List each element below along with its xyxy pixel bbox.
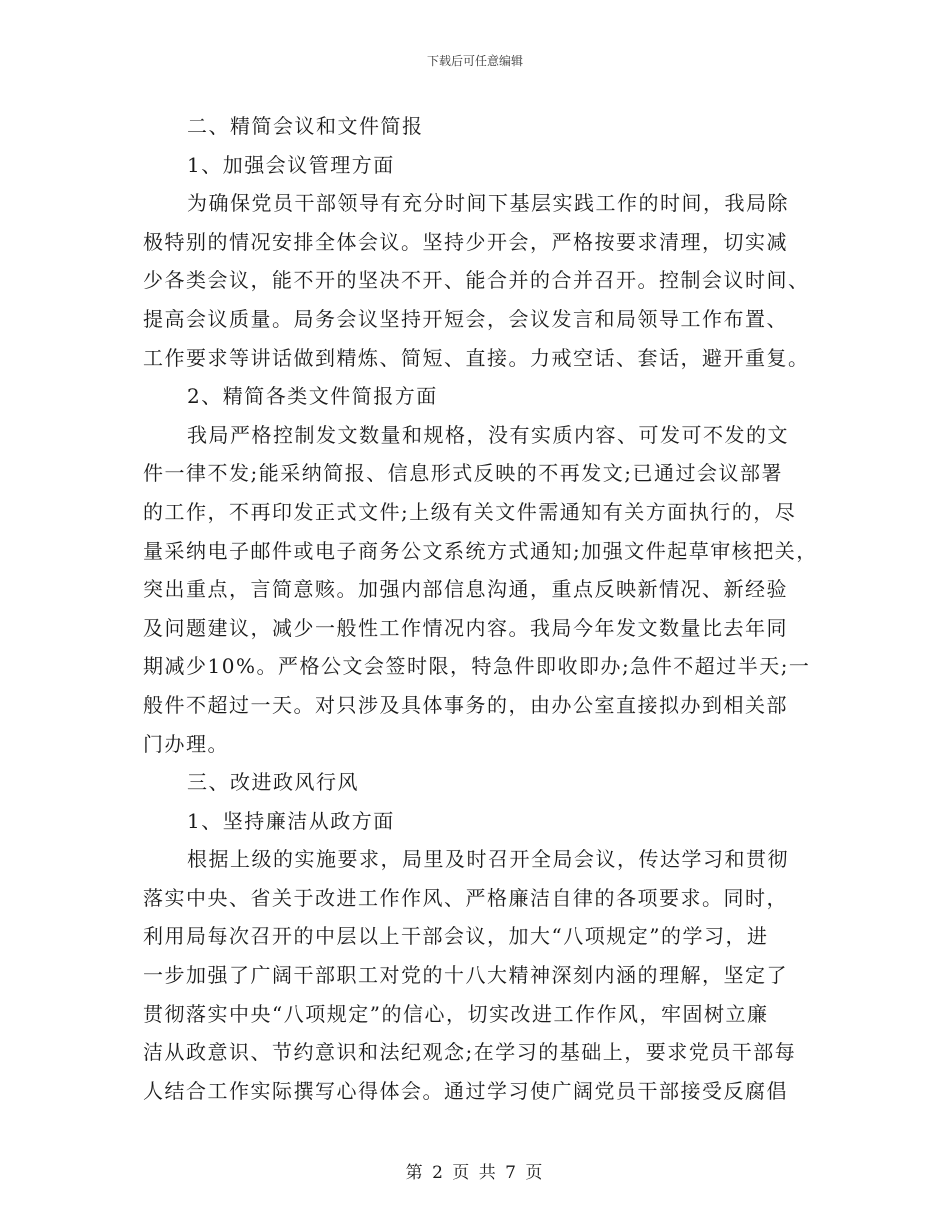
paragraph-line: 我局严格控制发文数量和规格，没有实质内容、可发可不发的文 bbox=[187, 422, 789, 447]
paragraph-line: 为确保党员干部领导有充分时间下基层实践工作的时间，我局除 bbox=[187, 191, 789, 216]
paragraph-line: 工作要求等讲话做到精炼、简短、直接。力戒空话、套话，避开重复。 bbox=[143, 345, 810, 370]
paragraph-line: 期减少10%。严格公文会签时限，特急件即收即办;急件不超过半天;一 bbox=[143, 654, 811, 679]
section-heading: 二、精简会议和文件简报 bbox=[187, 114, 424, 138]
paragraph-line: 贯彻落实中央“八项规定”的信心，切实改进工作作风，牢固树立廉 bbox=[143, 1001, 769, 1026]
paragraph-line: 落实中央、省关于改进工作作风、严格廉洁自律的各项要求。同时， bbox=[143, 885, 788, 910]
paragraph-line: 般件不超过一天。对只涉及具体事务的，由办公室直接拟办到相关部 bbox=[143, 692, 788, 717]
page-number-footer: 第 2 页 共 7 页 bbox=[405, 1163, 545, 1183]
paragraph-line: 的工作，不再印发正式文件;上级有关文件需通知有关方面执行的，尽 bbox=[143, 499, 797, 524]
paragraph-line: 突出重点，言简意赅。加强内部信息沟通，重点反映新情况、新经验 bbox=[143, 577, 788, 602]
paragraph-line: 人结合工作实际撰写心得体会。通过学习使广阔党员干部接受反腐倡 bbox=[143, 1078, 788, 1103]
paragraph-line: 件一律不发;能采纳简报、信息形式反映的不再发文;已通过会议部署 bbox=[143, 461, 783, 486]
paragraph-line: 洁从政意识、节约意识和法纪观念;在学习的基础上，要求党员干部每 bbox=[143, 1040, 797, 1065]
paragraph-line: 一步加强了广阔干部职工对党的十八大精神深刻内涵的理解，坚定了 bbox=[143, 963, 788, 988]
paragraph-line: 门办理。 bbox=[143, 731, 229, 756]
document-body bbox=[143, 107, 823, 1110]
subsection-heading: 2、精简各类文件简报方面 bbox=[187, 384, 438, 409]
paragraph-line: 量采纳电子邮件或电子商务公文系统方式通知;加强文件起草审核把关， bbox=[143, 538, 818, 563]
paragraph-line: 少各类会议，能不开的坚决不开、能合并的合并召开。控制会议时间、 bbox=[143, 268, 810, 293]
paragraph-line: 极特别的情况安排全体会议。坚持少开会，严格按要求清理，切实减 bbox=[143, 229, 788, 254]
page-header: 下载后可任意编辑 bbox=[426, 54, 523, 68]
paragraph-line: 提高会议质量。局务会议坚持开短会，会议发言和局领导工作布置、 bbox=[143, 306, 788, 331]
subsection-heading: 1、坚持廉洁从政方面 bbox=[187, 808, 395, 833]
paragraph-line: 利用局每次召开的中层以上干部会议，加大“八项规定”的学习，进 bbox=[143, 924, 769, 949]
subsection-heading: 1、加强会议管理方面 bbox=[187, 152, 395, 177]
paragraph-line: 及问题建议，减少一般性工作情况内容。我局今年发文数量比去年同 bbox=[143, 615, 788, 640]
paragraph-line: 根据上级的实施要求，局里及时召开全局会议，传达学习和贯彻 bbox=[187, 847, 789, 872]
section-heading: 三、改进政风行风 bbox=[187, 770, 359, 795]
